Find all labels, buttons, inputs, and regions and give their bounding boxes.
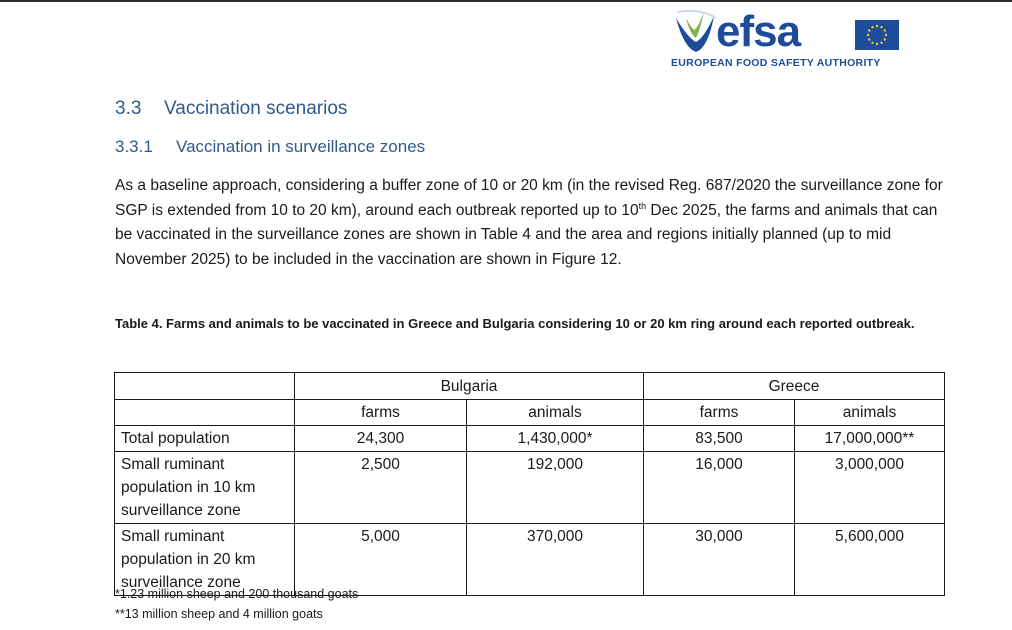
subsection-number: 3.3.1 [115, 137, 153, 156]
subsection-title: Vaccination in surveillance zones [176, 137, 426, 156]
table-cell: 3,000,000 [795, 452, 945, 524]
page-top-rule [0, 0, 1012, 2]
table-cell: 5,600,000 [795, 524, 945, 596]
table-cell: 2,500 [295, 452, 467, 524]
logo-subtitle: EUROPEAN FOOD SAFETY AUTHORITY [671, 57, 881, 69]
measure-header: farms [644, 400, 795, 426]
section-heading [115, 98, 347, 120]
table-header-measures [115, 400, 945, 426]
table-corner-cell [115, 373, 295, 400]
country-header: Bulgaria [295, 373, 644, 400]
vaccination-table [114, 372, 945, 596]
table-row [115, 452, 945, 524]
table-cell: 17,000,000** [795, 426, 945, 452]
table-cell: 83,500 [644, 426, 795, 452]
table-cell: 370,000 [467, 524, 644, 596]
row-label: Small ruminant population in 10 km surveillance zone [115, 452, 295, 524]
table-caption: Table 4. Farms and animals to be vaccinated in Greece and Bulgaria considering 10 or 20 km ring around each reported outbreak. [115, 316, 915, 331]
footnote: **13 million sheep and 4 million goats [115, 607, 323, 621]
table-corner-cell [115, 400, 295, 426]
section-number: 3.3 [115, 98, 142, 119]
eu-flag-icon [855, 20, 899, 50]
table-header-countries [115, 373, 945, 400]
table-cell: 16,000 [644, 452, 795, 524]
footnote: *1.23 million sheep and 200 thousand goats [115, 587, 359, 601]
table-row [115, 524, 945, 596]
section-title: Vaccination scenarios [164, 98, 348, 119]
efsa-logo [668, 6, 904, 70]
logo-wordmark: efsa [716, 7, 801, 56]
measure-header: animals [467, 400, 644, 426]
subsection-heading [115, 137, 425, 157]
measure-header: animals [795, 400, 945, 426]
row-label: Small ruminant population in 20 km surveillance zone [115, 524, 295, 596]
measure-header: farms [295, 400, 467, 426]
table-row [115, 426, 945, 452]
table-cell: 1,430,000* [467, 426, 644, 452]
row-label: Total population [115, 426, 295, 452]
table-cell: 5,000 [295, 524, 467, 596]
table-cell: 30,000 [644, 524, 795, 596]
body-paragraph: As a baseline approach, considering a buffer zone of 10 or 20 km (in the revised Reg. 687/2020 the surveillance zone for SGP is extended from 10 to 20 km), around each outbreak reported up to 10th Dec 2025, the farms and animals that can be vaccinated in the surveillance zones are shown in Table 4 and the area and regions initially planned (up to mid November 2025) to be included in the vaccination are shown in Figure 12. [115, 177, 943, 268]
country-header: Greece [644, 373, 945, 400]
table-cell: 24,300 [295, 426, 467, 452]
table-cell: 192,000 [467, 452, 644, 524]
